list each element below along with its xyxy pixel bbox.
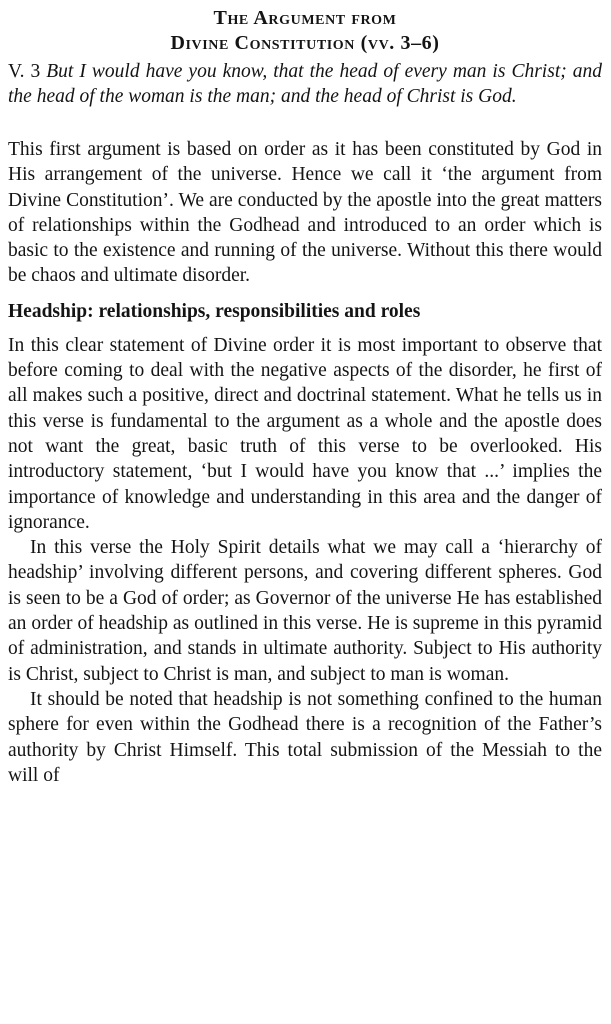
- scripture-verse: [8, 59, 602, 109]
- paragraph-godhead: It should be noted that headship is not something confined to the human sphere for even within the Godhead there is a recognition of the Father’s authority by Christ Himself. This total submission of the Messiah to the will of: [8, 688, 602, 786]
- section-title: [8, 6, 602, 56]
- verse-reference: V. 3: [8, 61, 47, 82]
- paragraph-divine-order: In this clear statement of Divine order it is most important to observe that before coming to deal with the negative aspects of the disorder, he first of all makes such a positive, direct and doctrinal statement. What he tells us in this verse is fundamental to the argument as a whole and the apostle does not want the great, basic truth of this verse to be overlooked. His introductory statement, ‘but I would have you know that ...’ implies the importance of knowledge and understanding in this area and the danger of ignorance.: [8, 334, 602, 533]
- verse-text: But I would have you know, that the head of every man is Christ; and the head of the woman is the man; and the head of Christ is God.: [8, 61, 603, 107]
- document-page: [8, 6, 602, 788]
- section-title-line-2: Divine Constitution (vv. 3–6): [170, 32, 440, 54]
- section-title-line-1: The Argument from: [213, 7, 397, 29]
- paragraph-intro: This first argument is based on order as it has been constituted by God in His arrangement of the universe. Hence we call it ‘the argument from Divine Constitution’. We are conducted by the apostle into the great matters of relationships within the Godhead and introduced to an order which is basic to the existence and running of the universe. Without this there would be chaos and ultimate disorder.: [8, 139, 602, 287]
- paragraph-hierarchy: In this verse the Holy Spirit details what we may call a ‘hierarchy of headship’ involving different persons, and covering different spheres. God is seen to be a God of order; as Governor of the universe He has established an order of headship as outlined in this verse. He is supreme in this pyramid of administration, and stands in ultimate authority. Subject to His authority is Christ, subject to Christ is man, and subject to man is woman.: [8, 537, 602, 685]
- subheading-headship: Headship: relationships, responsibilities and roles: [8, 300, 421, 322]
